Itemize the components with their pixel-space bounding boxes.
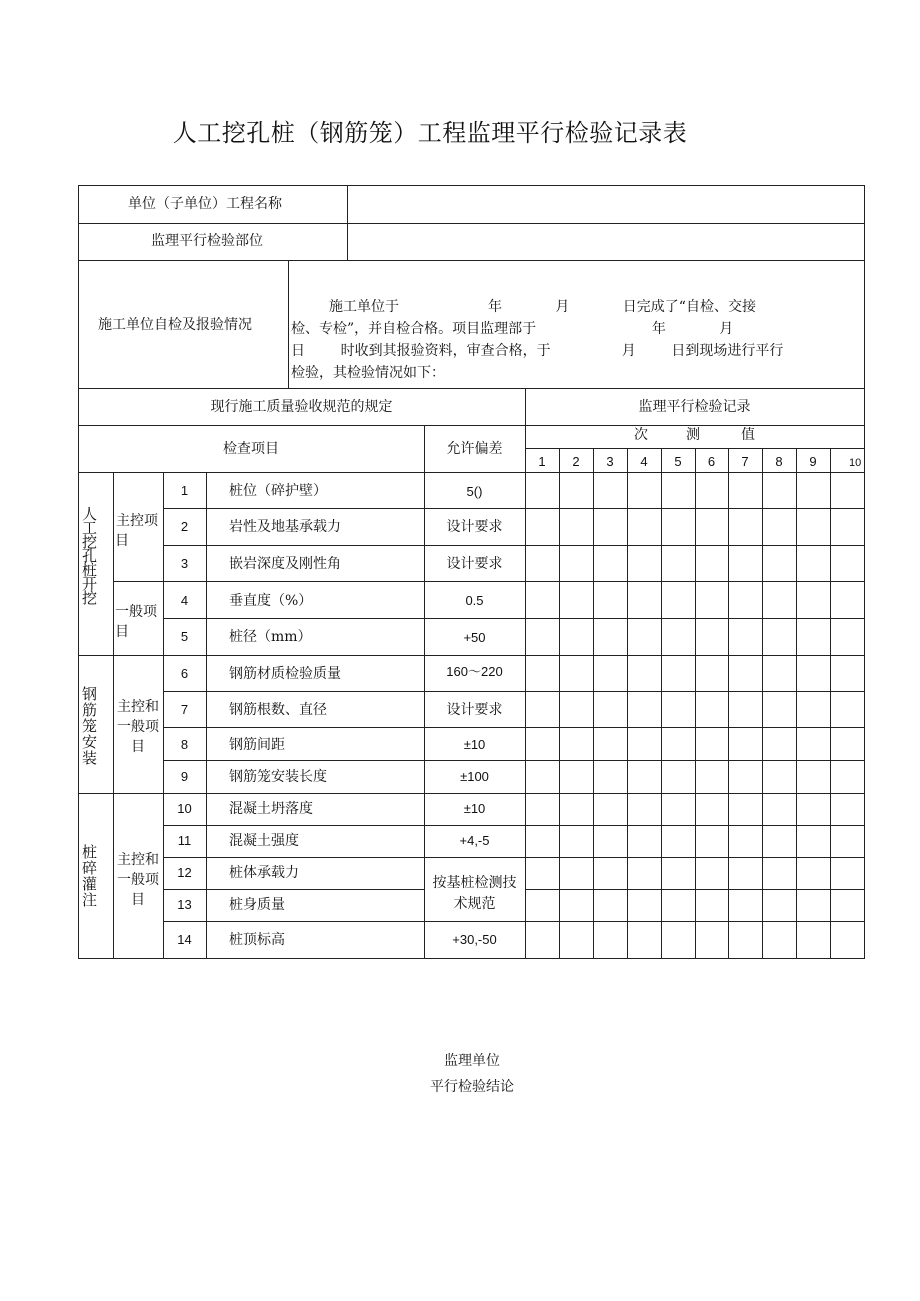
subgroup-line: 目	[131, 892, 145, 908]
tolerance-header: 允许偏差	[446, 441, 503, 457]
measure-number: 2	[572, 454, 580, 469]
row-number: 8	[180, 737, 189, 752]
self-check-line: 检验，其检验情况如下：	[291, 365, 445, 381]
record-header: 监理平行检验记录	[638, 399, 751, 415]
row-tolerance: +50	[463, 630, 486, 645]
project-name-label: 单位（子单位）工程名称	[128, 196, 282, 212]
self-check-line: 检、专检”，并自检合格。项目监理部于 年 月	[291, 321, 734, 337]
measure-number: 4	[640, 454, 648, 469]
row-item: 桩体承载力	[229, 865, 299, 881]
row-tolerance: 0.5	[465, 593, 484, 608]
measure-header-zhi: 值	[741, 427, 755, 443]
row-item: 钢筋间距	[229, 737, 285, 753]
row-number: 3	[180, 556, 189, 571]
subgroup-label	[115, 511, 158, 551]
document-title: 人工挖孔桩（钢筋笼）工程监理平行检验记录表	[172, 119, 688, 147]
row-item: 混凝土坍落度	[229, 801, 313, 817]
row-number: 6	[180, 666, 189, 681]
subgroup-line: 一般项	[117, 872, 159, 888]
subgroup-line: 目	[115, 533, 129, 549]
row-item: 嵌岩深度及刚性角	[229, 556, 341, 572]
measure-number: 6	[707, 454, 716, 469]
row-number: 7	[180, 702, 189, 717]
subgroup-line: 主控和	[117, 699, 159, 715]
measure-number: 10	[849, 457, 862, 469]
footer-line-conclusion: 平行检验结论	[430, 1079, 514, 1095]
row-tolerance: 设计要求	[446, 702, 503, 718]
measure-number: 9	[809, 454, 817, 469]
check-item-header: 检查项目	[223, 441, 279, 457]
row-item: 桩径（mm）	[229, 629, 312, 645]
row-item: 混凝土强度	[229, 833, 299, 849]
row-item: 桩顶标高	[229, 932, 285, 948]
row-number: 2	[180, 519, 189, 534]
row-item: 钢筋根数、直径	[229, 702, 327, 718]
group-label-excavation: 人工挖孔桩开挖	[80, 506, 98, 604]
measure-header-ci: 次	[634, 427, 648, 443]
subgroup-line: 主控项	[116, 513, 158, 529]
row-number: 1	[180, 483, 189, 498]
row-tolerance: 160～220	[446, 664, 503, 679]
self-check-description	[291, 296, 851, 384]
inspection-part-label: 监理平行检验部位	[151, 233, 263, 249]
measure-number: 8	[775, 454, 783, 469]
subgroup-line: 主控和	[117, 852, 159, 868]
row-number: 9	[180, 769, 189, 784]
group-label-cage: 钢筋笼安装	[80, 686, 98, 766]
group-label-pour: 桩碎灌注	[80, 844, 98, 908]
row-tolerance: +4,-5	[459, 833, 490, 848]
subgroup-label	[115, 602, 157, 642]
row-number: 12	[177, 865, 192, 880]
footer-line-supervisor: 监理单位	[444, 1053, 500, 1069]
subgroup-label	[113, 697, 163, 757]
measure-number: 5	[674, 454, 682, 469]
measure-number: 3	[606, 454, 614, 469]
spec-header: 现行施工质量验收规范的规定	[210, 399, 393, 415]
merged-tolerance-line: 按基桩检测技	[432, 875, 517, 891]
row-tolerance: ±10	[463, 801, 486, 816]
row-tolerance: 5()	[466, 484, 483, 499]
row-number: 13	[177, 897, 192, 912]
subgroup-line: 目	[115, 624, 129, 640]
row-tolerance: 设计要求	[446, 519, 503, 535]
row-tolerance: 设计要求	[446, 556, 503, 572]
row-item: 垂直度（%）	[229, 593, 313, 609]
row-number: 10	[177, 801, 192, 816]
row-item: 钢筋材质检验质量	[229, 666, 341, 682]
self-check-label: 施工单位自检及报验情况	[98, 317, 252, 333]
row-tolerance-merged	[424, 873, 525, 915]
row-number: 4	[180, 593, 189, 608]
subgroup-line: 一般项	[117, 719, 159, 735]
row-item: 岩性及地基承载力	[229, 519, 341, 535]
row-number: 11	[177, 833, 192, 848]
row-tolerance: ±100	[460, 769, 489, 784]
subgroup-line: 目	[131, 739, 145, 755]
measure-header-ce: 测	[686, 427, 700, 443]
subgroup-label	[113, 850, 163, 910]
row-item: 桩位（碎护壁）	[229, 483, 327, 499]
row-tolerance: ±10	[463, 737, 486, 752]
subgroup-line: 一般项	[115, 604, 157, 620]
row-item: 桩身质量	[229, 897, 285, 913]
row-tolerance: +30,-50	[452, 932, 497, 947]
self-check-line: 日 时收到其报验资料，审查合格，于 月 日到现场进行平行	[291, 343, 784, 359]
row-number: 5	[180, 629, 189, 644]
row-number: 14	[177, 932, 192, 947]
merged-tolerance-line: 术规范	[453, 896, 496, 912]
measure-number: 1	[538, 454, 546, 469]
row-item: 钢筋笼安装长度	[229, 769, 327, 785]
measure-number: 7	[741, 454, 749, 469]
self-check-line: 施工单位于 年 月 日完成了“自检、交接	[329, 299, 756, 315]
